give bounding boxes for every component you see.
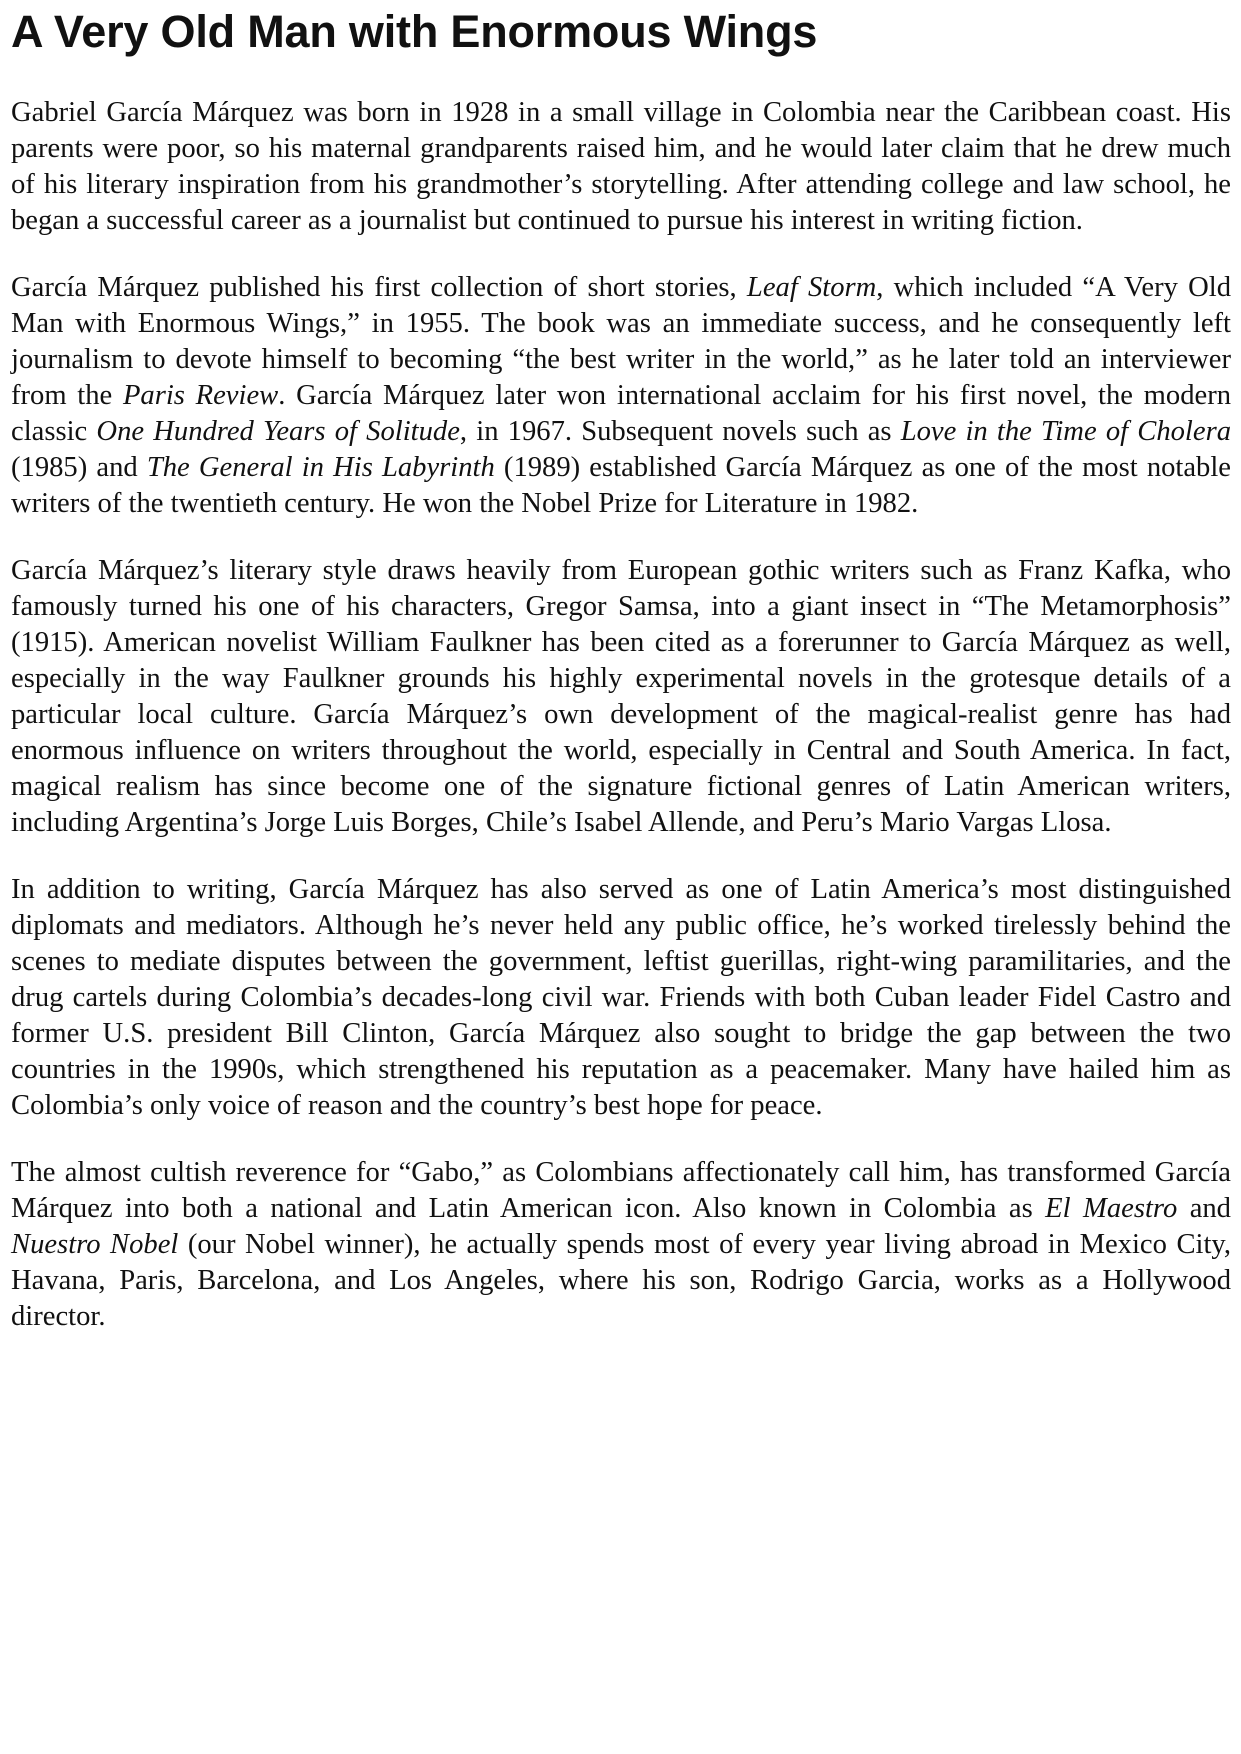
paragraph-5: [11, 1155, 1231, 1335]
paragraph-text: , in 1967. Subsequent novels such as: [459, 416, 901, 447]
book-title-leaf-storm: Leaf Storm: [746, 272, 877, 303]
paragraph-text: The almost cultish reverence for “Gabo,” as Colombians affectionately call him, has transformed García Márquez into both a national and Latin American icon. Also known in Colombia as: [11, 1157, 1231, 1224]
paragraph-text: Gabriel García Márquez was born in 1928 in a small village in Colombia near the Caribbean coast. His parents were poor, so his maternal grandparents raised him, and he would later claim that he drew much of his literary inspiration from his grandmother’s storytelling. After attending college and law school, he began a successful career as a journalist but continued to pursue his interest in writing fiction.: [11, 97, 1231, 236]
paragraph-text: , which included “A Very Old Man with Enormous Wings,” in 1955. The book was an immediate success, and he consequently left journalism to devote himself to becoming “the best writer in the world,” as he later told an interviewer from the: [11, 272, 1231, 411]
paragraph-text: and: [1177, 1193, 1231, 1224]
paragraph-text: (1985) and: [11, 452, 147, 483]
paragraph-4: [11, 872, 1231, 1124]
paragraph-text: . García Márquez later won international acclaim for his first novel, the modern classic: [11, 380, 1232, 447]
paragraph-2: [11, 270, 1231, 522]
paragraph-text: (our Nobel winner), he actually spends most of every year living abroad in Mexico City, Havana, Paris, Barcelona, and Los Angeles, where his son, Rodrigo Garcia, works as a Hollywood director.: [11, 1229, 1231, 1332]
publication-title-paris-review: Paris Review: [122, 380, 279, 411]
paragraph-text: (1989) established García Márquez as one of the most notable writers of the twentieth century. He won the Nobel Prize for Literature in 1982.: [11, 452, 1231, 519]
book-title-love-in-the-time-of-cholera: Love in the Time of Cholera: [900, 416, 1231, 447]
paragraph-1: [11, 95, 1231, 239]
paragraph-text: In addition to writing, García Márquez has also served as one of Latin America’s most distinguished diplomats and mediators. Although he’s never held any public office, he’s worked tirelessly behind the scenes to mediate disputes between the government, leftist guerillas, right-wing paramilitaries, and the drug cartels during Colombia’s decades-long civil war. Friends with both Cuban leader Fidel Castro and former U.S. president Bill Clinton, García Márquez also sought to bridge the gap between the two countries in the 1990s, which strengthened his reputation as a peacemaker. Many have hailed him as Colombia’s only voice of reason and the country’s best hope for peace.: [11, 874, 1231, 1121]
document-title: A Very Old Man with Enormous Wings: [11, 6, 818, 57]
nickname-el-maestro: El Maestro: [1045, 1193, 1178, 1224]
paragraph-text: García Márquez’s literary style draws heavily from European gothic writers such as Franz Kafka, who famously turned his one of his characters, Gregor Samsa, into a giant insect in “The Metamorphosis” (1915). American novelist William Faulkner has been cited as a forerunner to García Márquez as well, especially in the way Faulkner grounds his highly experimental novels in the grotesque details of a particular local culture. García Márquez’s own development of the magical-realist genre has had enormous influence on writers throughout the world, especially in Central and South America. In fact, magical realism has since become one of the signature fictional genres of Latin American writers, including Argentina’s Jorge Luis Borges, Chile’s Isabel Allende, and Peru’s Mario Vargas Llosa.: [11, 555, 1231, 838]
book-title-general-in-his-labyrinth: The General in His Labyrinth: [146, 452, 495, 483]
paragraph-text: García Márquez published his first collection of short stories,: [11, 272, 747, 303]
document-page: [11, 6, 1231, 1335]
paragraph-3: [11, 553, 1231, 841]
nickname-nuestro-nobel: Nuestro Nobel: [11, 1229, 179, 1260]
book-title-one-hundred-years: One Hundred Years of Solitude: [96, 416, 460, 447]
